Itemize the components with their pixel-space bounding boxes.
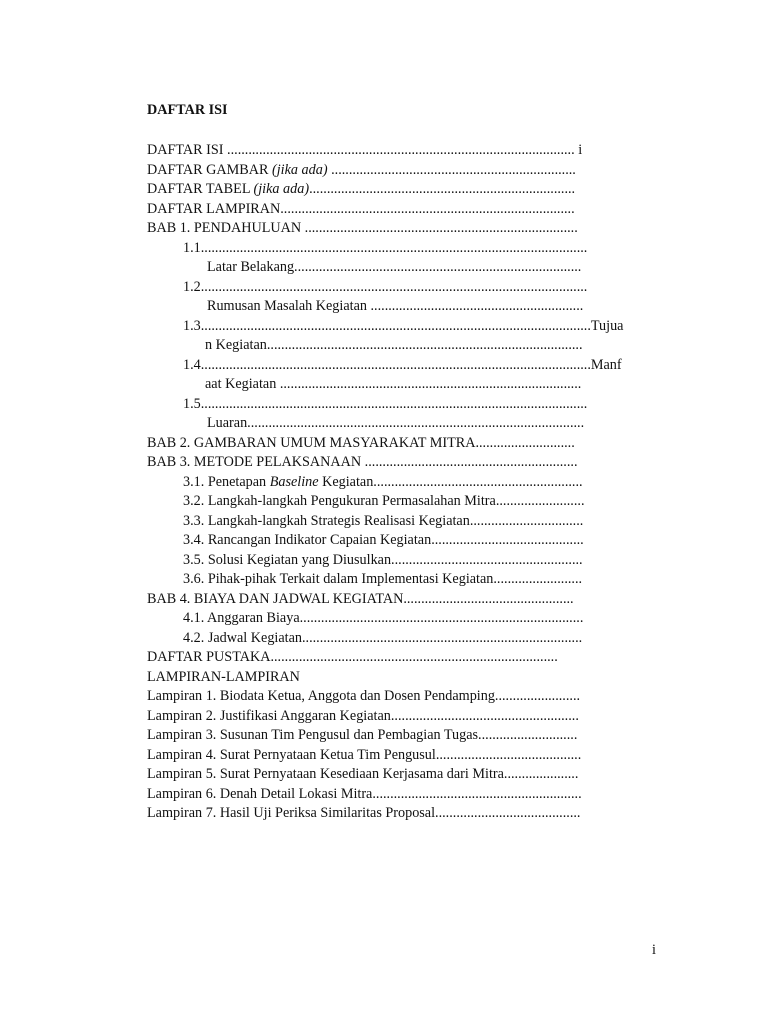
toc-entry-latar-belakang: Latar Belakang................................................................................. bbox=[207, 259, 582, 275]
toc-entry-4-2: 4.2. Jadwal Kegiatan............................................................................... bbox=[183, 629, 583, 646]
toc-entry-1-5: 1.5............................................................................................................. bbox=[183, 395, 588, 412]
toc-entry-1-2: 1.2............................................................................................................. bbox=[183, 278, 588, 295]
toc-entry-daftar-tabel: DAFTAR TABEL (jika ada)........................................................................... bbox=[147, 181, 576, 197]
toc-entry-3-1: 3.1. Penetapan Baseline Kegiatan........................................................... bbox=[183, 473, 583, 490]
toc-entry-lampiran-3: Lampiran 3. Susunan Tim Pengusul dan Pembagian Tugas............................ bbox=[147, 727, 578, 743]
toc-entry-daftar-pustaka: DAFTAR PUSTAKA................................................................................. bbox=[147, 649, 558, 665]
toc-entry-bab-4: BAB 4. BIAYA DAN JADWAL KEGIATAN................................................ bbox=[147, 590, 574, 607]
toc-entry-1-3: 1.3..............................................................................................................Tujua bbox=[183, 317, 624, 334]
toc-entry-rumusan-masalah: Rumusan Masalah Kegiatan ............................................................ bbox=[207, 298, 584, 314]
toc-entry-1-4: 1.4..............................................................................................................Manf bbox=[183, 356, 622, 373]
toc-entry-bab-2: BAB 2. GAMBARAN UMUM MASYARAKAT MITRA............................ bbox=[147, 434, 575, 451]
toc-entry-daftar-isi: DAFTAR ISI .................................................................................................. i bbox=[147, 142, 583, 158]
toc-entry-3-3: 3.3. Langkah-langkah Strategis Realisasi Kegiatan................................ bbox=[183, 512, 584, 529]
page-number: i bbox=[652, 942, 656, 958]
toc-entry-daftar-lampiran: DAFTAR LAMPIRAN................................................................................... bbox=[147, 200, 575, 217]
toc-entry-lampiran-1: Lampiran 1. Biodata Ketua, Anggota dan Dosen Pendamping........................ bbox=[147, 688, 581, 704]
toc-entry-lampiran-7: Lampiran 7. Hasil Uji Periksa Similaritas Proposal......................................... bbox=[147, 805, 581, 821]
toc-entry-tujuan-kegiatan: n Kegiatan......................................................................................... bbox=[205, 337, 583, 353]
toc-entry-3-5: 3.5. Solusi Kegiatan yang Diusulkan...................................................... bbox=[183, 551, 583, 568]
toc-entry-lampiran-4: Lampiran 4. Surat Pernyataan Ketua Tim Pengusul......................................... bbox=[147, 746, 582, 763]
toc-entry-lampiran-2: Lampiran 2. Justifikasi Anggaran Kegiatan..................................................... bbox=[147, 707, 579, 724]
toc-entry-lampiran-lampiran: LAMPIRAN-LAMPIRAN bbox=[147, 668, 300, 685]
toc-entry-4-1: 4.1. Anggaran Biaya................................................................................ bbox=[183, 610, 584, 626]
toc-entry-1-1: 1.1............................................................................................................. bbox=[183, 239, 588, 256]
table-of-contents bbox=[147, 141, 661, 824]
toc-entry-luaran: Luaran............................................................................................... bbox=[207, 415, 585, 431]
toc-entry-bab-1: BAB 1. PENDAHULUAN ............................................................................. bbox=[147, 220, 578, 236]
toc-entry-3-4: 3.4. Rancangan Indikator Capaian Kegiatan........................................... bbox=[183, 532, 584, 548]
toc-entry-manfaat-kegiatan: aat Kegiatan ..................................................................................... bbox=[205, 376, 582, 392]
toc-entry-lampiran-6: Lampiran 6. Denah Detail Lokasi Mitra........................................................... bbox=[147, 785, 582, 802]
toc-entry-3-6: 3.6. Pihak-pihak Terkait dalam Implementasi Kegiatan......................... bbox=[183, 571, 583, 587]
toc-entry-bab-3: BAB 3. METODE PELAKSANAAN ............................................................ bbox=[147, 454, 578, 470]
toc-entry-3-2: 3.2. Langkah-langkah Pengukuran Permasalahan Mitra......................... bbox=[183, 493, 585, 509]
page-heading: DAFTAR ISI bbox=[147, 102, 228, 118]
toc-entry-daftar-gambar: DAFTAR GAMBAR (jika ada) ..................................................................... bbox=[147, 161, 576, 178]
toc-entry-lampiran-5: Lampiran 5. Surat Pernyataan Kesediaan Kerjasama dari Mitra..................... bbox=[147, 766, 579, 782]
